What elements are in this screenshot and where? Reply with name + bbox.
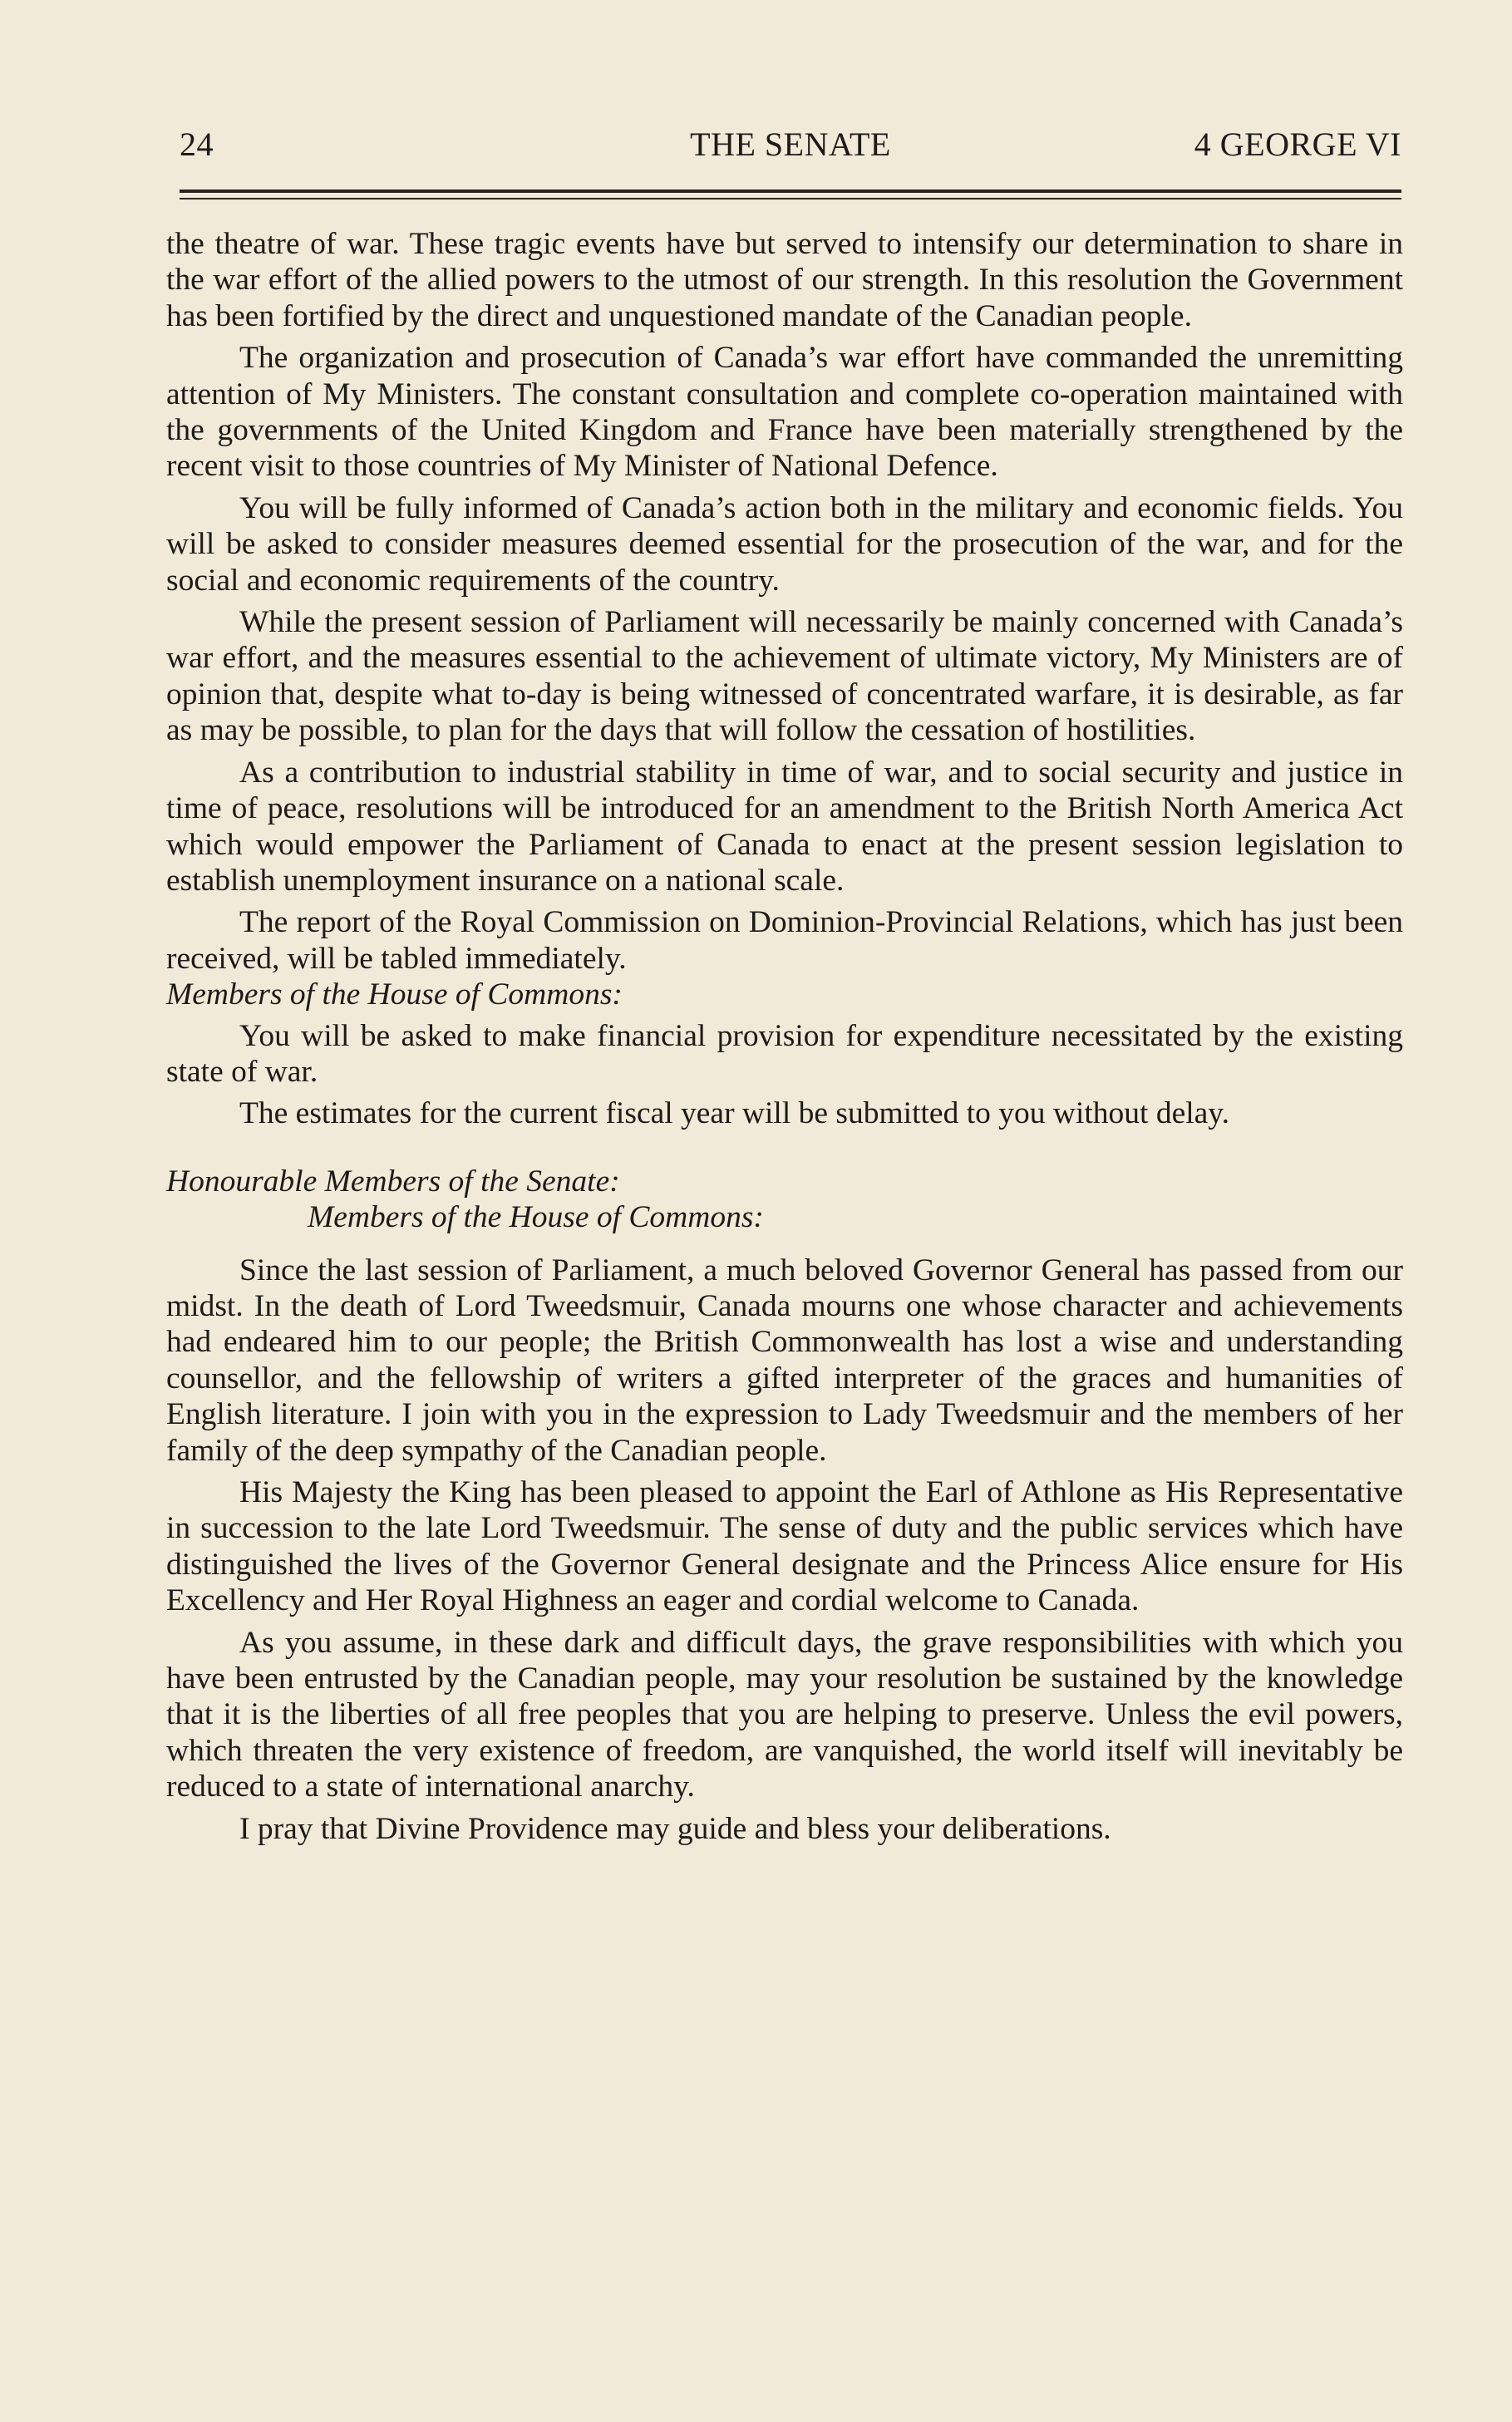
address-commons: Members of the House of Commons: xyxy=(166,977,623,1012)
address-commons-2: Members of the House of Commons: xyxy=(308,1200,764,1235)
paragraph: The report of the Royal Commission on Dominion-Provincial Relations, which has just been received, will be tabled immediately. xyxy=(166,905,1403,976)
page-number: 24 xyxy=(180,126,214,163)
paragraph: His Majesty the King has been pleased to appoint the Earl of Athlone as His Representative in succession to the late Lord Tweedsmuir. The sense of duty and the public services which have distinguished the lives of the Governor General designate and the Princess Alice ensure for His Excellency and Her Royal Highness an eager and cordial welcome to Canada. xyxy=(166,1475,1403,1618)
running-title: THE SENATE xyxy=(690,126,891,163)
paragraph: the theatre of war. These tragic events have but served to intensify our determination to share in the war effort of the allied powers to the utmost of our strength. In this resolution the Government has been fortified by the direct and unquestioned mandate of the Canadian people. xyxy=(166,227,1403,333)
address-senate: Honourable Members of the Senate: xyxy=(166,1164,620,1199)
paragraph: The organization and prosecution of Canada’s war effort have commanded the unremitting attention of My Ministers. The constant consultation and complete co-operation maintained with the governments of the United Kingdom and France have been materially strengthened by the recent visit to those countries of My Minister of National Defence. xyxy=(166,341,1403,484)
paragraph: As a contribution to industrial stability in time of war, and to social security and justice in time of peace, resolutions will be introduced for an amendment to the British North America Act which would empower the Parliament of Canada to enact at the present session legislation to establish unemployment insurance on a national scale. xyxy=(166,755,1403,898)
paragraph: The estimates for the current fiscal year will be submitted to you without delay. xyxy=(239,1096,1229,1131)
header-rule-thick xyxy=(180,190,1401,193)
regnal-year: 4 GEORGE VI xyxy=(1194,126,1401,163)
body-text xyxy=(166,226,1403,1847)
closing-paragraph: I pray that Divine Providence may guide and bless your deliberations. xyxy=(239,1811,1111,1846)
paragraph: While the present session of Parliament will necessarily be mainly concerned with Canada’s war effort, and the measures essential to the achievement of ultimate victory, My Ministers are of opinion that, despite what to-day is being witnessed of concentrated warfare, it is desirable, as far as may be possible, to plan for the days that will follow the cessation of hostilities. xyxy=(166,605,1403,748)
paragraph: As you assume, in these dark and difficult days, the grave responsibilities with which you have been entrusted by the Canadian people, may your resolution be sustained by the knowledge that it is the liberties of all free peoples that you are helping to preserve. Unless the evil powers, which threaten the very existence of freedom, are vanquished, the world itself will inevitably be reduced to a state of international anarchy. xyxy=(166,1625,1403,1804)
paragraph: You will be asked to make financial provision for expenditure necessitated by the existing state of war. xyxy=(166,1018,1403,1089)
paragraph: You will be fully informed of Canada’s action both in the military and economic fields. You will be asked to consider measures deemed essential for the prosecution of the war, and for the social and economic requirements of the country. xyxy=(166,490,1403,598)
running-header xyxy=(180,125,1401,175)
header-rule-thin xyxy=(180,198,1401,199)
paragraph: Since the last session of Parliament, a much beloved Governor General has passed from our midst. In the death of Lord Tweedsmuir, Canada mourns one whose character and achievements had endeared him to our people; the British Commonwealth has lost a wise and understanding counsellor, and the fellowship of writers a gifted interpreter of the graces and humanities of English literature. I join with you in the expression to Lady Tweedsmuir and the members of her family of the deep sympathy of the Canadian people. xyxy=(166,1253,1403,1468)
